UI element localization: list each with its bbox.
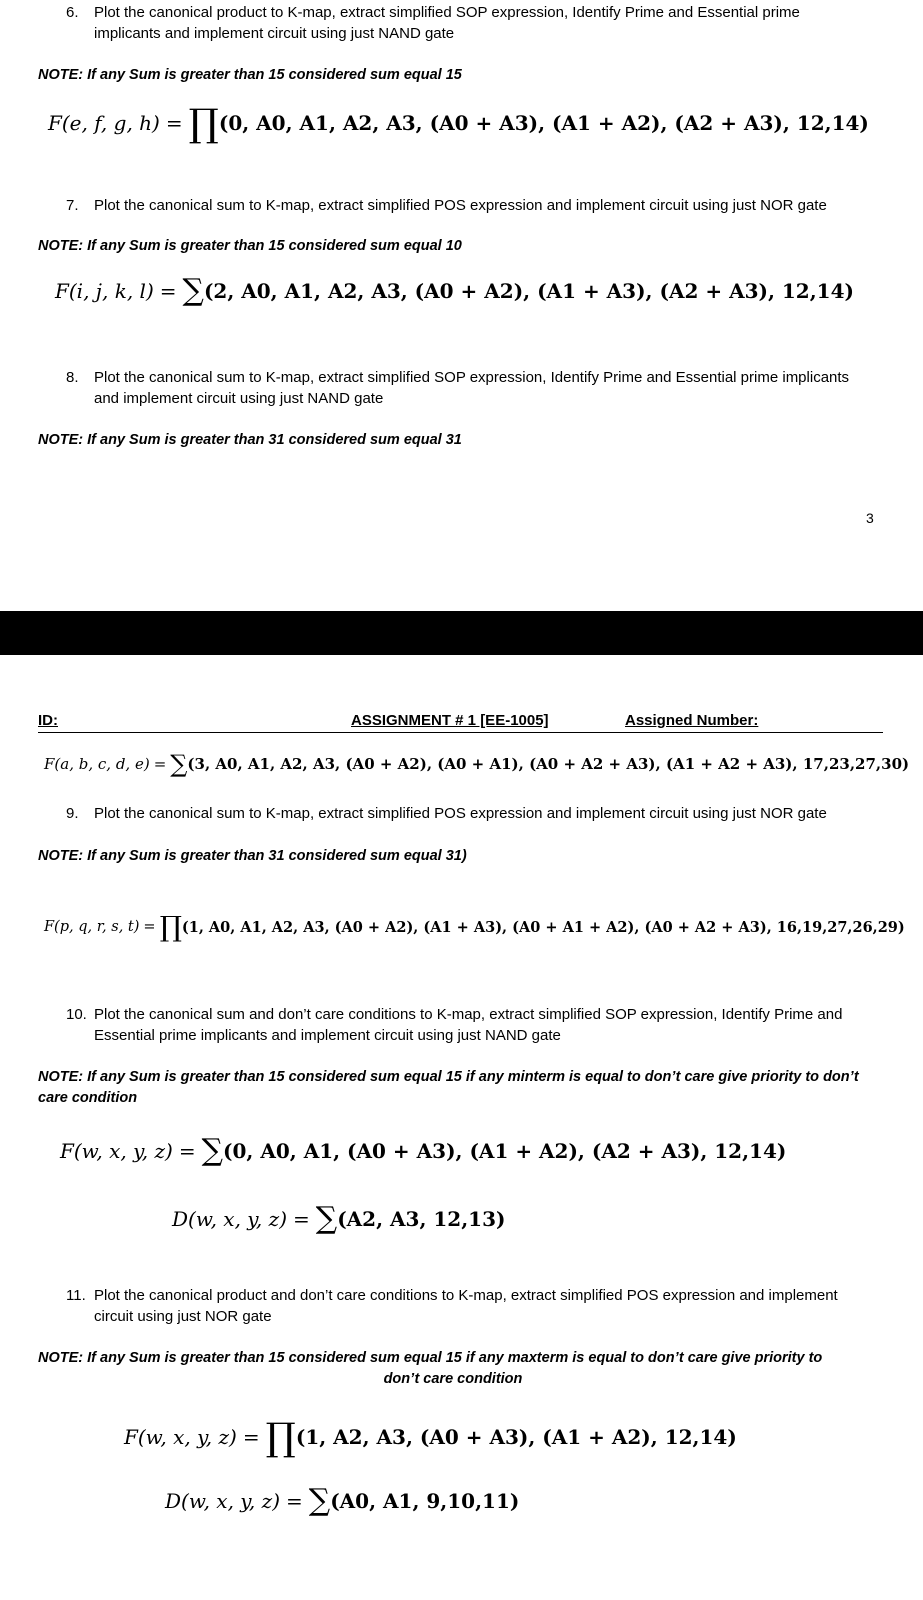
question-number: 6. — [66, 4, 79, 21]
equation-rhs: (2, A0, A1, A2, A3, (A0 + A2), (A1 + A3), (A2 + A3), 12,14) — [203, 279, 854, 303]
question-number: 10. — [66, 1006, 87, 1023]
equation-q9 — [44, 910, 905, 943]
product-symbol: ∏ — [188, 101, 219, 145]
equation-q6 — [48, 101, 869, 145]
assignment-header — [38, 710, 883, 733]
equation-q10-d — [172, 1201, 506, 1236]
equation-rhs: (A2, A3, 12,13) — [337, 1207, 506, 1231]
equals-sign: = — [143, 919, 156, 935]
id-label: ID: — [38, 712, 58, 729]
equals-sign: = — [242, 1425, 260, 1449]
question-6 — [66, 2, 866, 44]
equals-sign: = — [178, 1139, 196, 1163]
sum-symbol: ∑ — [170, 750, 188, 778]
equation-lhs: F(p, q, r, s, t) — [44, 919, 140, 935]
equals-sign: = — [286, 1489, 303, 1513]
equals-sign: = — [165, 111, 183, 135]
sum-symbol: ∑ — [308, 1483, 331, 1518]
equation-rhs: (1, A2, A3, (A0 + A3), (A1 + A2), 12,14) — [295, 1425, 737, 1449]
question-text: Plot the canonical sum to K-map, extract simplified POS expression and implement circuit using just NOR gate — [94, 197, 827, 214]
page-separator — [0, 611, 923, 655]
equation-q7 — [55, 273, 854, 308]
equation-abcde — [44, 752, 909, 776]
question-number: 7. — [66, 197, 79, 214]
equals-sign: = — [153, 755, 167, 773]
note-q7: NOTE: If any Sum is greater than 15 considered sum equal 10 — [38, 238, 462, 254]
question-text: Plot the canonical sum and don’t care conditions to K-map, extract simplified SOP expression, Identify Prime and Essential prime implicants and implement circuit using just NAND gate — [94, 1006, 843, 1044]
question-9 — [66, 803, 866, 824]
note-q9: NOTE: If any Sum is greater than 31 considered sum equal 31) — [38, 848, 467, 864]
equation-lhs: F(i, j, k, l) — [55, 279, 154, 303]
equation-lhs: F(a, b, c, d, e) — [44, 755, 150, 773]
equation-lhs: F(w, x, y, z) — [124, 1425, 237, 1449]
question-number: 8. — [66, 369, 79, 386]
equals-sign: = — [159, 279, 177, 303]
note-q8: NOTE: If any Sum is greater than 31 considered sum equal 31 — [38, 432, 462, 448]
equation-q11-f — [124, 1415, 737, 1459]
question-number: 9. — [66, 805, 79, 822]
equals-sign: = — [293, 1207, 310, 1231]
question-text: Plot the canonical sum to K-map, extract simplified SOP expression, Identify Prime and Essential prime implicants and implement circuit using just NAND gate — [94, 369, 850, 407]
question-text: Plot the canonical sum to K-map, extract simplified POS expression and implement circuit using just NOR gate — [94, 805, 827, 822]
note-q6: NOTE: If any Sum is greater than 15 considered sum equal 15 — [38, 67, 462, 83]
equation-rhs: (1, A0, A1, A2, A3, (A0 + A2), (A1 + A3), (A0 + A1 + A2), (A0 + A2 + A3), 16,19,27,26,29) — [181, 918, 905, 936]
equation-rhs: (0, A0, A1, (A0 + A3), (A1 + A2), (A2 + A3), 12,14) — [223, 1139, 787, 1163]
note-q11-line1: NOTE: If any Sum is greater than 15 considered sum equal 15 if any maxterm is equal to don’t care give priority to — [38, 1350, 823, 1366]
equation-lhs: D(w, x, y, z) — [172, 1207, 287, 1231]
equation-rhs: (0, A0, A1, A2, A3, (A0 + A3), (A1 + A2), (A2 + A3), 12,14) — [218, 111, 869, 135]
assignment-title: ASSIGNMENT # 1 [EE-1005] — [351, 712, 549, 729]
product-symbol: ∏ — [265, 1415, 296, 1459]
question-8 — [66, 367, 866, 409]
question-10 — [66, 1004, 866, 1046]
note-q11-line2: don’t care condition — [383, 1371, 523, 1387]
question-11 — [66, 1285, 866, 1327]
question-text: Plot the canonical product to K-map, extract simplified SOP expression, Identify Prime and Essential prime implicants and implement circuit using just NAND gate — [94, 4, 800, 42]
sum-symbol: ∑ — [315, 1201, 338, 1236]
assigned-number-label: Assigned Number: — [625, 712, 759, 729]
equation-rhs: (A0, A1, 9,10,11) — [330, 1489, 520, 1513]
question-7 — [66, 195, 866, 216]
equation-q11-d — [165, 1483, 520, 1518]
equation-lhs: F(w, x, y, z) — [60, 1139, 173, 1163]
equation-lhs: F(e, f, g, h) — [48, 111, 160, 135]
sum-symbol: ∑ — [201, 1133, 224, 1168]
question-number: 11. — [66, 1287, 86, 1304]
note-q10: NOTE: If any Sum is greater than 15 considered sum equal 15 if any minterm is equal to don’t care give priority to don’t care condition — [38, 1069, 859, 1106]
equation-lhs: D(w, x, y, z) — [165, 1489, 280, 1513]
question-text: Plot the canonical product and don’t care conditions to K-map, extract simplified POS expression and implement circuit using just NOR gate — [94, 1287, 838, 1325]
page-number: 3 — [866, 510, 874, 526]
sum-symbol: ∑ — [182, 273, 204, 308]
product-symbol: ∏ — [159, 910, 182, 943]
equation-rhs: (3, A0, A1, A2, A3, (A0 + A2), (A0 + A1), (A0 + A2 + A3), (A1 + A2 + A3), 17,23,27,30) — [187, 755, 910, 773]
equation-q10-f — [60, 1133, 787, 1168]
